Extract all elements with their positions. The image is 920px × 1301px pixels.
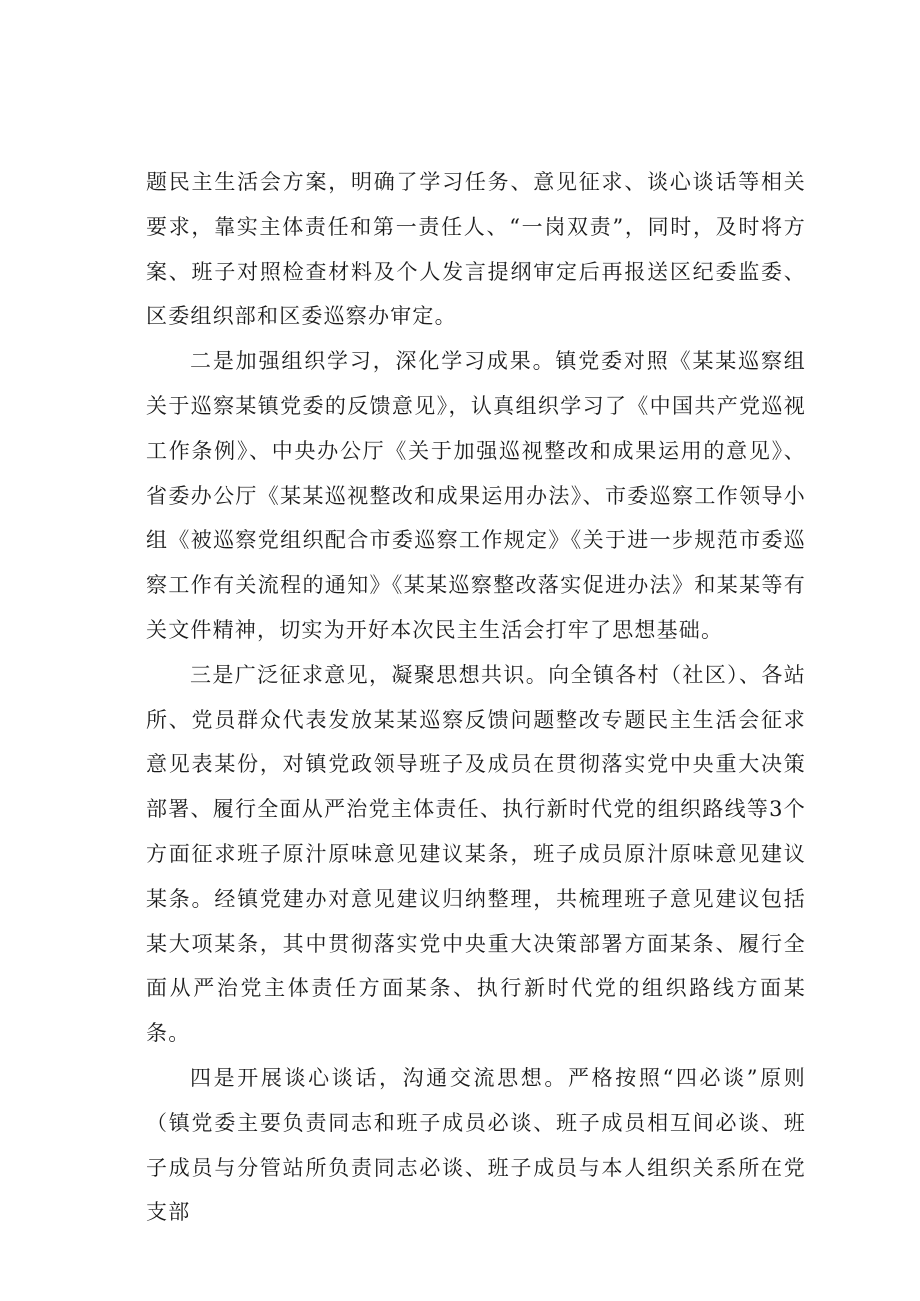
- paragraph-1: 题民主生活会方案，明确了学习任务、意见征求、谈心谈话等相关要求，靠实主体责任和第一责任人、“一岗双责”，同时，及时将方案、班子对照检查材料及个人发言提纲审定后再报送区纪委监委、区委组织部和区委巡察办审定。: [146, 170, 806, 329]
- paragraph-3: 三是广泛征求意见，凝聚思想共识。向全镇各村（社区）、各站所、党员群众代表发放某某巡察反馈问题整改专题民主生活会征求意见表某份，对镇党政领导班子及成员在贯彻落实党中央重大决策部署、履行全面从严治党主体责任、执行新时代党的组织路线等3个方面征求班子原汁原味意见建议某条，班子成员原汁原味意见建议某条。经镇党建办对意见建议归纳整理，共梳理班子意见建议包括某大项某条，其中贯彻落实党中央重大决策部署方面某条、履行全面从严治党主体责任方面某条、执行新时代党的组织路线方面某条。: [146, 662, 806, 1046]
- paragraph-2: 二是加强组织学习，深化学习成果。镇党委对照《某某巡察组关于巡察某镇党委的反馈意见》，认真组织学习了《中国共产党巡视工作条例》、中央办公厅《关于加强巡视整改和成果运用的意见》、省委办公厅《某某巡视整改和成果运用办法》、市委巡察工作领导小组《被巡察党组织配合市委巡察工作规定》《关于进一步规范市委巡察工作有关流程的通知》《某某巡察整改落实促进办法》和某某等有关文件精神，切实为开好本次民主生活会打牢了思想基础。: [146, 349, 806, 642]
- paragraph-4: 四是开展谈心谈话，沟通交流思想。严格按照“四必谈”原则（镇党委主要负责同志和班子成员必谈、班子成员相互间必谈、班子成员与分管站所负责同志必谈、班子成员与本人组织关系所在党支部: [146, 1065, 806, 1225]
- document-body: [146, 160, 806, 1235]
